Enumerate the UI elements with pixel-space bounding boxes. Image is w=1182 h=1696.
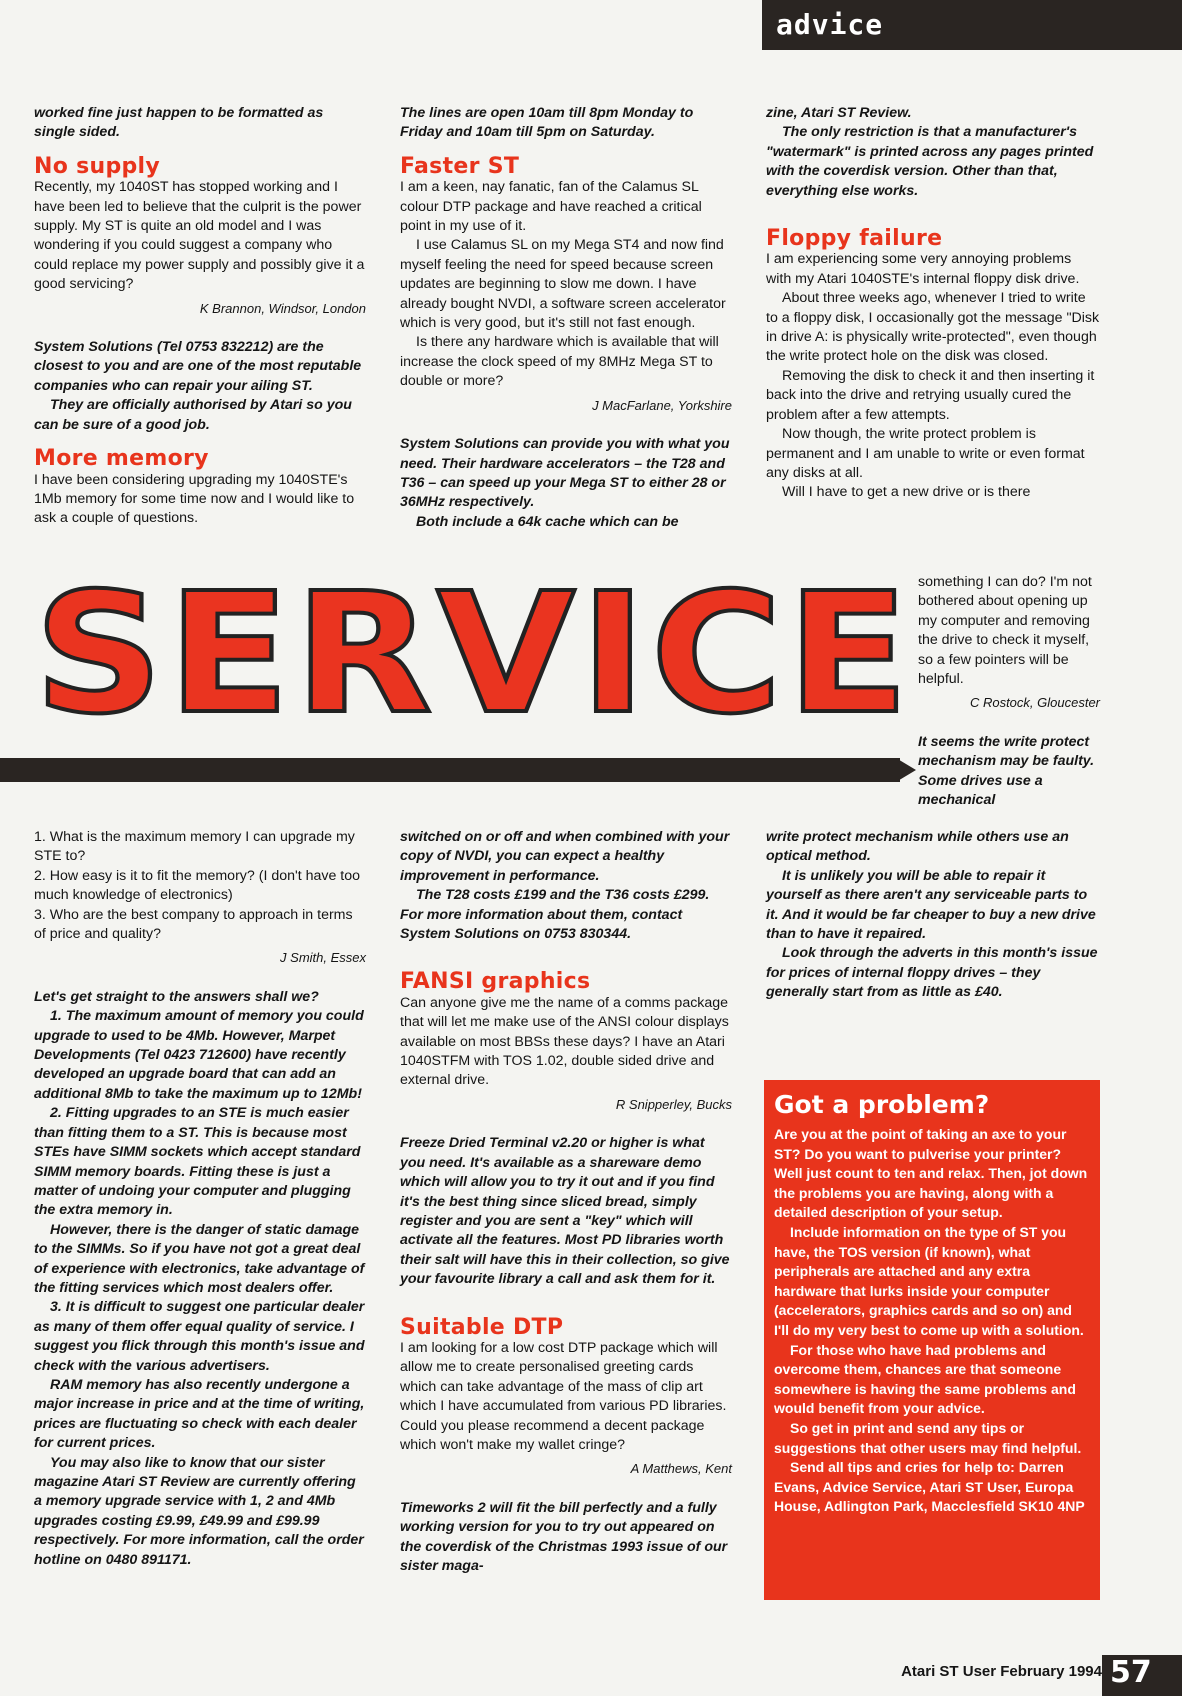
- headline-band-arrow: [896, 758, 916, 782]
- headline: SERVICE: [34, 558, 914, 751]
- box-address: Send all tips and cries for help to: Darren Evans, Advice Service, Atari ST User, Europa House, Adlington Park, Macclesfield SK10 4NP: [774, 1459, 1085, 1515]
- answer: Both include a 64k cache which can be: [416, 513, 679, 530]
- answer: 1. The maximum amount of memory you could upgrade to used to be 4Mb. However, Marpet Developments (Tel 0423 712600) have recently developed an upgrade board that can add an additional 8Mb to take the maximum up to 12Mb!: [34, 1008, 364, 1102]
- answer: It seems the write protect mechanism may be faulty. Some drives use a mechanical: [918, 733, 1095, 809]
- letter-signature: A Matthews, Kent: [630, 1461, 732, 1477]
- column-1-upper: [34, 104, 366, 529]
- heading-fansi-graphics: FANSI graphics: [400, 969, 591, 995]
- got-a-problem-box: [764, 1080, 1100, 1600]
- letter-question: 3. Who are the best company to approach in terms of price and quality?: [34, 906, 353, 943]
- column-3-upper: [766, 104, 1100, 503]
- answer: Timeworks 2 will fit the bill perfectly and a fully working version for you to try out appeared on the coverdisk of the Christmas 1993 issue of our sister maga-: [400, 1499, 728, 1574]
- page-number: 57: [1102, 1655, 1182, 1696]
- column-3-narrow: [918, 573, 1100, 810]
- letter-question: 1. What is the maximum memory I can upgrade my STE to?: [34, 829, 355, 865]
- letter: Removing the disk to check it and then inserting it back into the drive and retrying usually cured the problem after a few attempts.: [766, 367, 1095, 423]
- paragraph: worked fine just happen to be formatted as single sided.: [34, 105, 324, 141]
- answer: The T28 costs £199 and the T36 costs £299. For more information about them, contact System Solutions on 0753 830344.: [400, 887, 710, 943]
- letter: something I can do? I'm not bothered about opening up my computer and removing the drive to check it myself, so a few pointers will be helpful.: [918, 574, 1092, 688]
- heading-faster-st: Faster ST: [400, 153, 520, 179]
- box-paragraph: Are you at the point of taking an axe to your ST? Do you want to pulverise your printer? Well just count to ten and relax. Then, jot down the problems you are having, along with a detailed description of your setup.: [774, 1126, 1088, 1221]
- answer: It is unlikely you will be able to repair it yourself as there aren't any serviceable parts to it. And it would be far cheaper to buy a new drive than to have it repaired.: [766, 867, 1096, 943]
- answer: Look through the adverts in this month's issue for prices of internal floppy drives – they generally start from as little as £40.: [766, 945, 1098, 1001]
- column-2-upper: [400, 104, 732, 532]
- letter: Is there any hardware which is available that will increase the clock speed of my 8MHz Mega ST to double or more?: [400, 334, 719, 390]
- letter-signature: R Snipperley, Bucks: [615, 1096, 732, 1112]
- letter-signature: J Smith, Essex: [280, 950, 366, 966]
- letter: I am a keen, nay fanatic, fan of the Calamus SL colour DTP package and have reached a critical point in my use of it.: [400, 179, 702, 235]
- letter: Will I have to get a new drive or is there: [782, 484, 1031, 501]
- column-3-lower: [766, 828, 1100, 1003]
- box-paragraph: So get in print and send any tips or suggestions that other users may find helpful.: [774, 1419, 1082, 1456]
- answer: The only restriction is that a manufacturer's "watermark" is printed across any pages printed with the coverdisk version. Other than that, everything else works.: [766, 124, 1094, 199]
- answer: However, there is the danger of static damage to the SIMMs. So if you have not got a great deal of experience with electronics, take advantage of the fitting services which most dealers offer.: [34, 1221, 365, 1296]
- answer: 2. Fitting upgrades to an STE is much easier than fitting them to a ST. This is because most STEs have SIMM sockets which accept standard SIMM memory boards. Fitting these is just a matter of undoing your computer and plugging the extra memory in.: [34, 1105, 361, 1219]
- answer: System Solutions (Tel 0753 832212) are the closest to you and are one of the most reputable companies who can repair your ailing ST.: [34, 339, 362, 394]
- footer-magazine: Atari ST User February 1994: [901, 1663, 1102, 1680]
- section-tab-label: advice: [776, 8, 884, 41]
- answer: They are officially authorised by Atari so you can be sure of a good job.: [34, 397, 352, 433]
- heading-more-memory: More memory: [34, 446, 209, 472]
- column-1-lower: [34, 828, 366, 1570]
- section-tab: [762, 0, 1182, 50]
- answer: Freeze Dried Terminal v2.20 or higher is what you need. It's available as a shareware demo which will allow you to try it out and if you find it's the best thing since sliced bread, simply register and you are sent a "key" which will activate all the features. Most PD libraries worth their salt will have this in their collection, so give your favourite library a call and ask them for it.: [400, 1135, 730, 1288]
- answer: switched on or off and when combined with your copy of NVDI, you can expect a healthy improvement in performance.: [400, 829, 730, 884]
- letter: Now though, the write protect problem is permanent and I am unable to write or even format any disks at all.: [766, 426, 1085, 481]
- letter-signature: K Brannon, Windsor, London: [199, 300, 366, 316]
- answer: write protect mechanism while others use an optical method.: [766, 829, 1069, 865]
- heading-suitable-dtp: Suitable DTP: [400, 1314, 564, 1340]
- answer: RAM memory has also recently undergone a major increase in price and at the time of writing, prices are fluctuating so check with each dealer for current prices.: [34, 1376, 365, 1452]
- answer: Let's get straight to the answers shall we?: [34, 988, 319, 1005]
- letter-question: 2. How easy is it to fit the memory? (I don't have too much knowledge of electronics): [34, 867, 361, 904]
- answer: zine, Atari ST Review.: [766, 105, 912, 121]
- answer: 3. It is difficult to suggest one particular dealer as many of them offer equal quality of service. I suggest you flick through this month's issue and check with the various advertisers.: [34, 1299, 365, 1374]
- letter: I use Calamus SL on my Mega ST4 and now find myself feeling the need for speed because screen updates are beginning to slow me down. I have already bought NVDI, a software screen accelerator which is very good, but it's still not fast enough.: [400, 237, 726, 332]
- heading-no-supply: No supply: [34, 153, 161, 179]
- answer: The lines are open 10am till 8pm Monday to Friday and 10am till 5pm on Saturday.: [400, 105, 694, 141]
- letter: I have been considering upgrading my 1040STE's 1Mb memory for some time now and I would like to ask a couple of questions.: [34, 471, 355, 527]
- heading-floppy-failure: Floppy failure: [766, 226, 943, 252]
- headline-band: [0, 758, 900, 782]
- answer: You may also like to know that our sister magazine Atari ST Review are currently offering a memory upgrade service with 1, 2 and 4Mb upgrades costing £9.99, £49.99 and £99.99 respectively. For more information, call the order hotline on 0480 891171.: [34, 1454, 364, 1568]
- column-2-lower: [400, 828, 732, 1576]
- box-paragraph: Include information on the type of ST you have, the TOS version (if known), what peripherals are attached and any extra hardware that lurks inside your computer (accelerators, graphics cards and so on) and I'll do my very best to come up with a solution.: [774, 1223, 1084, 1338]
- letter: I am looking for a low cost DTP package which will allow me to create personalised greeting cards which can take advantage of the mass of clip art which I have accumulated from various PD libraries. Could you please recommend a decent package which won't make my wallet cringe?: [400, 1339, 727, 1453]
- box-title: Got a problem?: [774, 1090, 990, 1119]
- letter: About three weeks ago, whenever I tried to write to a floppy disk, I occasionally got the message "Disk in drive A: is physically write-protected", even though the write protect hole on the disk was closed.: [766, 290, 1100, 365]
- letter-signature: J MacFarlane, Yorkshire: [592, 397, 732, 413]
- answer: System Solutions can provide you with what you need. Their hardware accelerators – the T28 and T36 – can speed up your Mega ST to either 28 or 36MHz respectively.: [400, 436, 730, 511]
- letter-signature: C Rostock, Gloucester: [969, 695, 1100, 711]
- letter: Recently, my 1040ST has stopped working and I have been led to believe that the culprit is the power supply. My ST is quite an old model and I was wondering if you could suggest a company who could replace my power supply and possibly give it a good servicing?: [34, 179, 365, 293]
- box-paragraph: For those who have had problems and overcome them, chances are that someone somewhere is having the same problems and would benefit from your advice.: [774, 1341, 1076, 1417]
- letter: Can anyone give me the name of a comms package that will let me make use of the ANSI colour displays available on most BBSs these days? I have an Atari 1040STFM with TOS 1.02, double sided drive and external drive.: [400, 994, 729, 1089]
- letter: I am experiencing some very annoying problems with my Atari 1040STE's internal floppy disk drive.: [766, 251, 1080, 287]
